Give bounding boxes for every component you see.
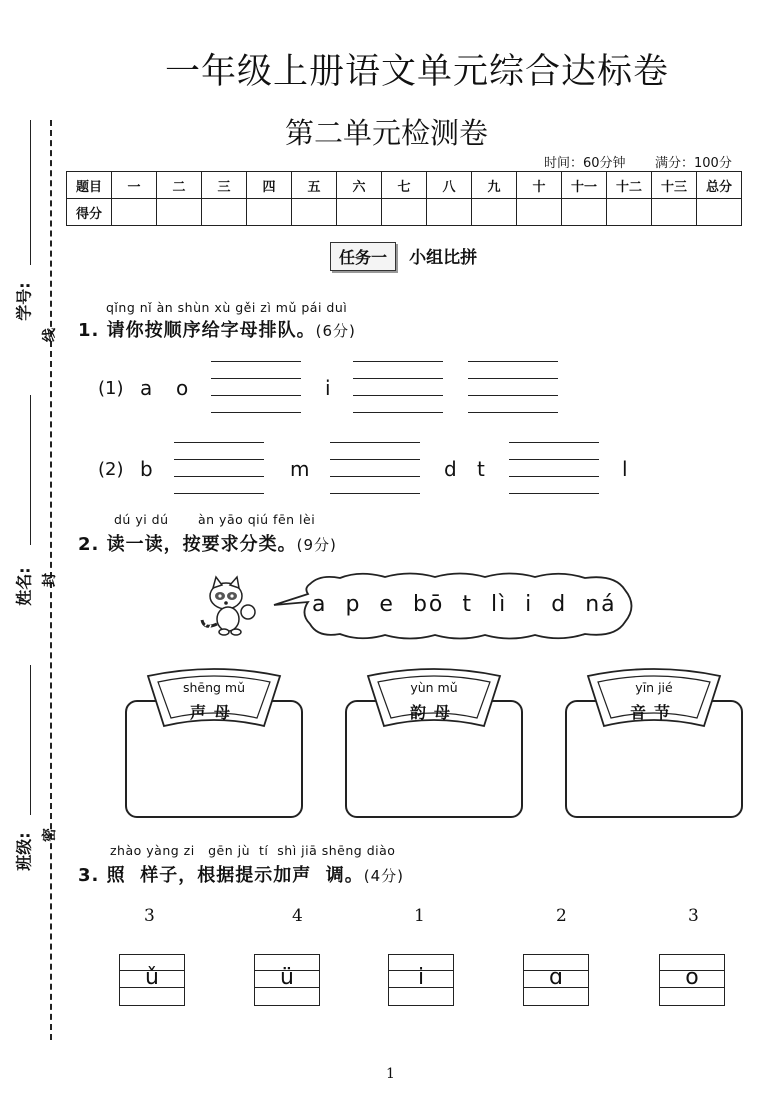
q1-row1-letter: o <box>176 376 189 400</box>
score-cell[interactable] <box>157 199 202 226</box>
q3-prompt <box>78 861 404 887</box>
q2-text: 读一读，按要求分类。 <box>106 534 297 555</box>
bubble-syllables: a p e bō t lì i d ná <box>312 592 617 617</box>
score-cell[interactable] <box>427 199 472 226</box>
exam-full-score: 满分：100分 <box>655 156 732 171</box>
q1-number: 1. <box>78 320 100 341</box>
score-table-row-label: 题目 <box>67 172 112 199</box>
score-table-col: 六 <box>337 172 382 199</box>
tone-number: 1 <box>414 906 425 926</box>
q1-row2-letter: l <box>622 457 628 481</box>
category-banner <box>364 668 504 730</box>
q3-points: (4分) <box>363 867 404 885</box>
exam-time: 时间：60分钟 <box>544 156 626 171</box>
score-table-col: 八 <box>427 172 472 199</box>
category-hanzi: 声母 <box>189 703 238 722</box>
score-cell[interactable] <box>247 199 292 226</box>
score-cell[interactable] <box>382 199 427 226</box>
score-table-col: 九 <box>472 172 517 199</box>
score-cell[interactable] <box>517 199 562 226</box>
category-pinyin: yùn mǔ <box>410 680 458 695</box>
name-label: 姓名: <box>14 567 34 606</box>
q3-pinyin: zhào yàng zi gēn jù tí shì jiā shēng diào <box>110 843 396 858</box>
task-label: 任务一 <box>330 242 396 271</box>
score-table-col: 七 <box>382 172 427 199</box>
page-subtitle: 第二单元检测卷 <box>285 116 489 150</box>
q2-prompt <box>78 530 337 556</box>
q3-text: 照 样子，根据提示加声 调。 <box>106 865 364 886</box>
category-banner <box>584 668 724 730</box>
score-table <box>66 171 742 226</box>
score-table-score-row <box>67 199 742 226</box>
task-title: 小组比拼 <box>409 248 478 268</box>
margin-mark-seal: 封 <box>42 573 58 587</box>
score-cell[interactable] <box>292 199 337 226</box>
q1-prompt <box>78 316 356 342</box>
score-table-col: 十 <box>517 172 562 199</box>
score-table-header-row <box>67 172 742 199</box>
q1-answer-grid[interactable] <box>211 361 301 413</box>
name-blank <box>30 395 31 545</box>
score-cell[interactable] <box>652 199 697 226</box>
category-hanzi: 韵母 <box>409 703 458 722</box>
tone-answer-box[interactable] <box>119 954 185 1006</box>
category-hanzi: 音节 <box>629 703 678 722</box>
q3-number: 3. <box>78 865 100 886</box>
score-table-col: 五 <box>292 172 337 199</box>
score-table-col: 总分 <box>697 172 742 199</box>
score-table-col: 二 <box>157 172 202 199</box>
score-table-col: 十二 <box>607 172 652 199</box>
raccoon-illustration <box>196 574 270 638</box>
category-banner <box>144 668 284 730</box>
q1-row2-letter: m <box>290 457 310 481</box>
class-blank <box>30 665 31 815</box>
q1-answer-grid[interactable] <box>509 442 599 494</box>
q2-pinyin-2: àn yāo qiú fēn lèi <box>198 512 316 527</box>
q1-row2-letter: d <box>444 457 457 481</box>
q1-answer-grid[interactable] <box>330 442 420 494</box>
class-label: 班级: <box>14 832 34 871</box>
tone-answer-box[interactable] <box>388 954 454 1006</box>
page-title: 一年级上册语文单元综合达标卷 <box>165 52 670 92</box>
tone-letter: ǔ <box>145 965 159 990</box>
score-cell[interactable] <box>112 199 157 226</box>
student-id-label: 学号: <box>14 282 34 321</box>
q2-number: 2. <box>78 534 100 555</box>
tone-answer-box[interactable] <box>254 954 320 1006</box>
page-number: 1 <box>386 1066 395 1082</box>
q1-row1-label: (1) <box>98 378 124 399</box>
score-table-col: 四 <box>247 172 292 199</box>
q1-row1-letter: i <box>325 376 331 400</box>
student-id-blank <box>30 120 31 265</box>
tone-number: 3 <box>144 906 155 926</box>
margin-mark-secret: 密 <box>42 828 58 842</box>
score-cell[interactable] <box>562 199 607 226</box>
tone-number: 3 <box>688 906 699 926</box>
q2-points: (9分) <box>296 536 337 554</box>
score-cell[interactable] <box>472 199 517 226</box>
score-table-col: 三 <box>202 172 247 199</box>
q1-pinyin: qǐng nǐ àn shùn xù gěi zì mǔ pái duì <box>106 300 348 315</box>
score-cell[interactable] <box>607 199 652 226</box>
category-pinyin: shēng mǔ <box>182 680 246 695</box>
q1-points: (6分) <box>315 322 356 340</box>
score-table-row-label: 得分 <box>67 199 112 226</box>
tone-number: 2 <box>556 906 567 926</box>
task-header <box>330 242 477 270</box>
tone-letter: ü <box>280 965 294 990</box>
score-cell[interactable] <box>337 199 382 226</box>
tone-answer-box[interactable] <box>523 954 589 1006</box>
q1-answer-grid[interactable] <box>174 442 264 494</box>
score-table-col: 十三 <box>652 172 697 199</box>
q1-row1-letter: a <box>140 376 153 400</box>
q1-row2-letter: t <box>477 457 485 481</box>
tone-letter: i <box>417 965 425 990</box>
q1-answer-grid[interactable] <box>353 361 443 413</box>
score-cell[interactable] <box>202 199 247 226</box>
q1-row2-letter: b <box>140 457 153 481</box>
margin-mark-line: 线 <box>42 328 58 342</box>
q1-row2-label: (2) <box>98 459 124 480</box>
score-cell[interactable] <box>697 199 742 226</box>
q1-answer-grid[interactable] <box>468 361 558 413</box>
q2-pinyin-1: dú yi dú <box>114 512 169 527</box>
tone-answer-box[interactable] <box>659 954 725 1006</box>
category-pinyin: yīn jié <box>635 680 673 695</box>
score-table-col: 一 <box>112 172 157 199</box>
q1-text: 请你按顺序给字母排队。 <box>106 320 316 341</box>
tone-letter: ɑ <box>549 965 563 990</box>
tone-letter: o <box>685 965 699 990</box>
score-table-col: 十一 <box>562 172 607 199</box>
tone-number: 4 <box>292 906 303 926</box>
